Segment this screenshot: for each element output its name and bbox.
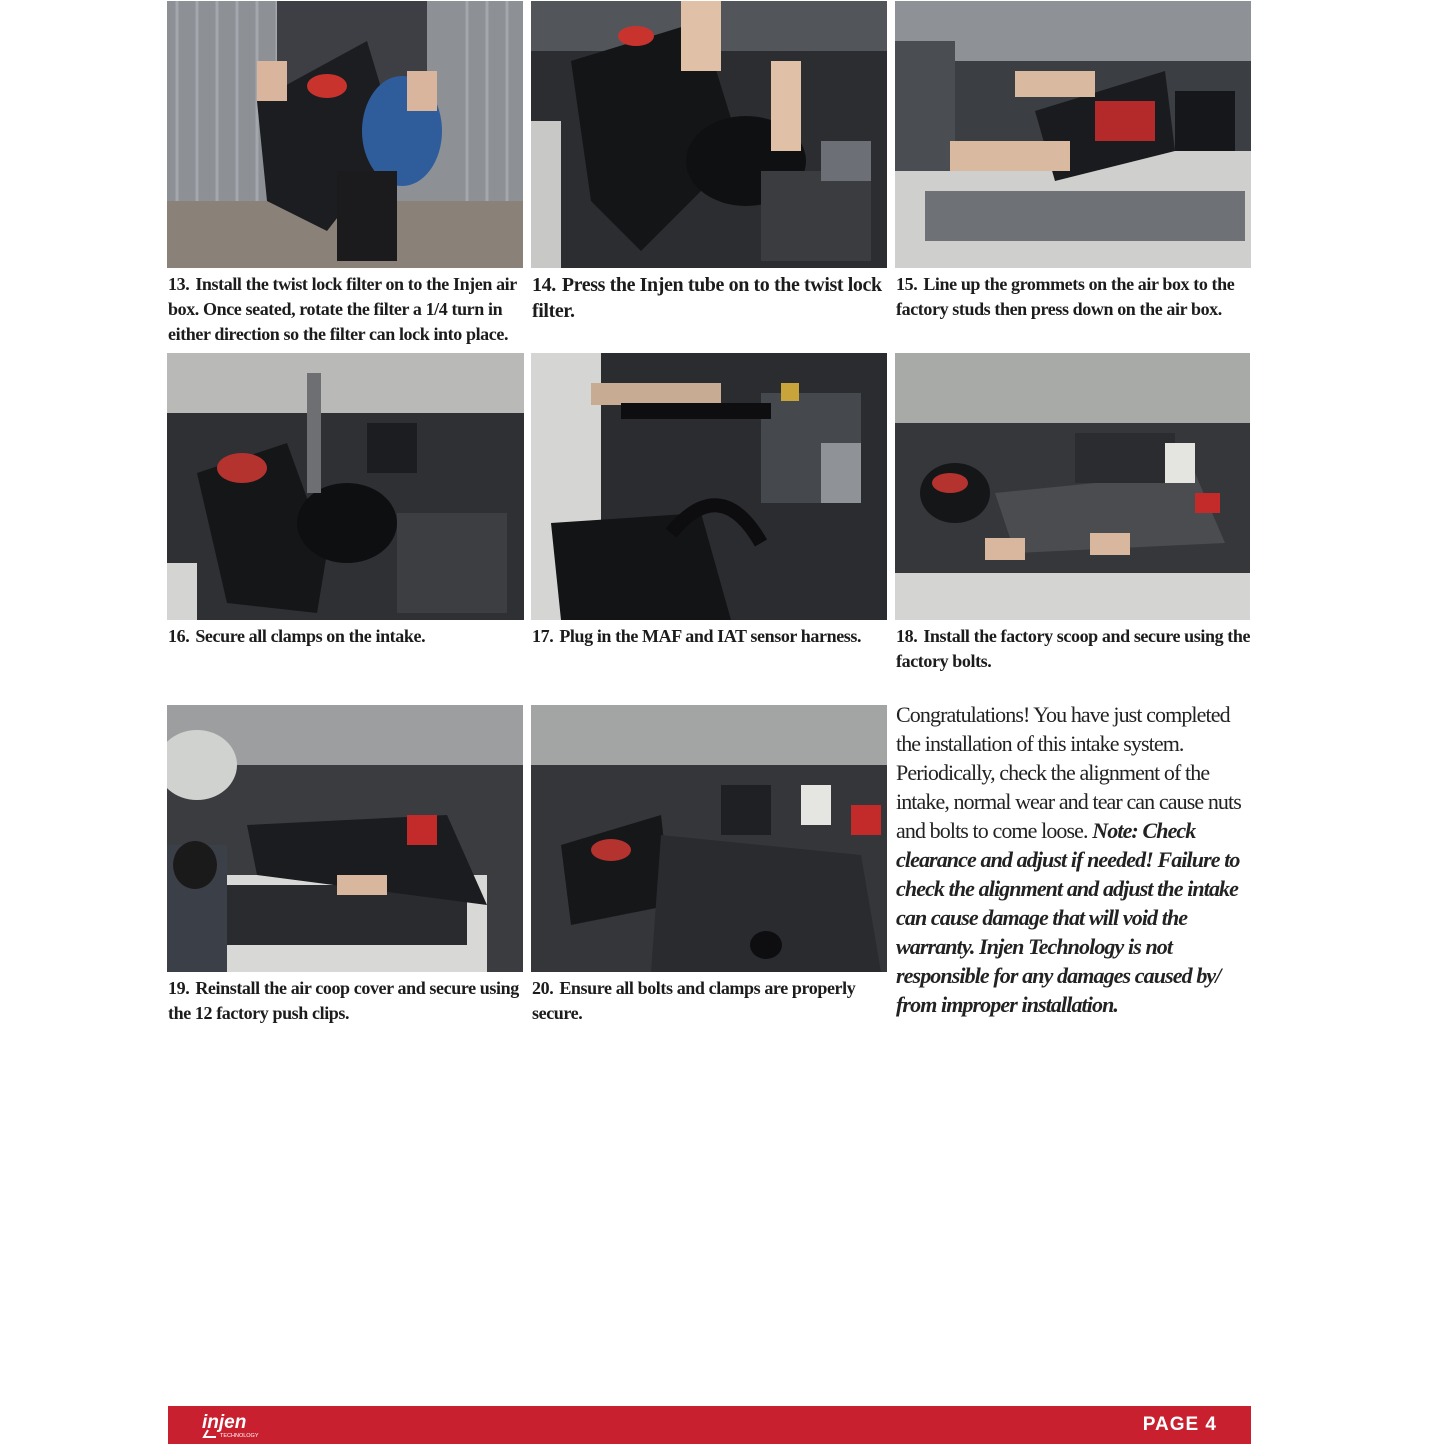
step-20-photo	[531, 705, 887, 972]
step-15-number: 15.	[896, 274, 918, 294]
step-14-number: 14.	[532, 274, 556, 296]
page-number: PAGE 4	[1142, 1414, 1217, 1435]
step-16-number: 16.	[168, 626, 190, 646]
congratulations-text	[896, 700, 1252, 1019]
step-14-photo	[531, 1, 887, 268]
warranty-note: Note: Check clearance and adjust if needed! Failure to check the alignment and adjust the intake can cause damage that will void the warranty. Injen Technology is not responsible for any damages caused by/ from improper installation.	[896, 818, 1240, 1017]
step-13-caption	[168, 272, 528, 347]
injen-logo-icon	[202, 1410, 272, 1440]
step-15-photo	[895, 1, 1251, 268]
step-20-number: 20.	[532, 978, 554, 998]
step-15-caption	[896, 272, 1251, 322]
step-13-photo	[167, 1, 523, 268]
step-17-caption	[532, 624, 887, 649]
logo-subtext: TECHNOLOGY	[220, 1433, 259, 1439]
congratulations-intro: Congratulations! You have just completed the installation of this intake system. Periodically, check the alignment of the intake, normal wear and tear can cause nuts and bolts to come loose.	[896, 702, 1241, 843]
footer-bar	[168, 1406, 1251, 1444]
step-16-caption	[168, 624, 528, 649]
step-20-caption	[532, 976, 882, 1026]
step-18-text: Install the factory scoop and secure using the factory bolts.	[896, 626, 1251, 671]
step-18-number: 18.	[896, 626, 918, 646]
step-18-photo	[895, 353, 1250, 620]
step-19-photo	[167, 705, 523, 972]
step-14-caption	[532, 272, 882, 324]
step-16-photo	[167, 353, 524, 620]
step-14-text: Press the Injen tube on to the twist lock filter.	[532, 274, 882, 322]
step-18-caption	[896, 624, 1251, 674]
step-17-photo	[531, 353, 887, 620]
step-13-text: Install the twist lock filter on to the Injen air box. Once seated, rotate the filter a 1/4 turn in either direction so the filter can lock into place.	[168, 274, 517, 344]
step-19-number: 19.	[168, 978, 190, 998]
step-13-number: 13.	[168, 274, 190, 294]
step-17-text: Plug in the MAF and IAT sensor harness.	[559, 626, 862, 646]
step-17-number: 17.	[532, 626, 554, 646]
step-16-text: Secure all clamps on the intake.	[195, 626, 426, 646]
step-15-text: Line up the grommets on the air box to the factory studs then press down on the air box.	[896, 274, 1235, 319]
step-19-caption	[168, 976, 523, 1026]
step-19-text: Reinstall the air coop cover and secure using the 12 factory push clips.	[168, 978, 519, 1023]
step-20-text: Ensure all bolts and clamps are properly secure.	[532, 978, 856, 1023]
logo-wordmark: injen	[202, 1412, 247, 1433]
